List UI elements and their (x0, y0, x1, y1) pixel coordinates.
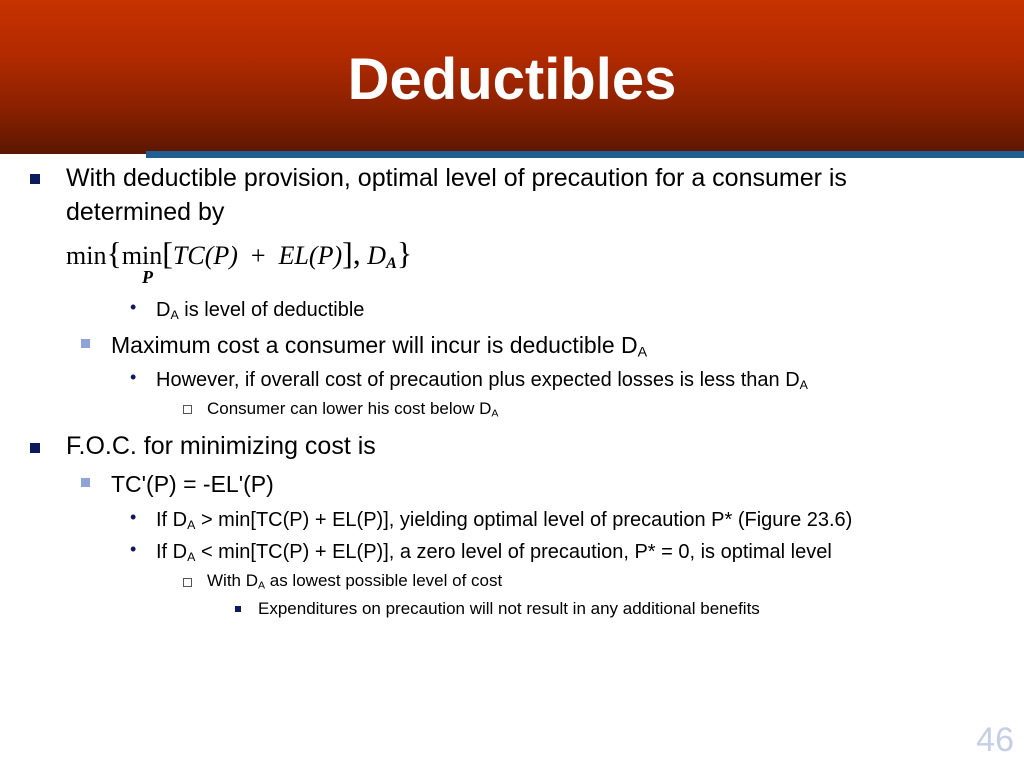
bullet-text: If $D_A > \min[TC(P) + EL(P)]$, yielding optimal level of precaution P* (Figure 23.6) (156, 509, 853, 533)
bullet-text: With deductible provision, optimal level of precaution for a consumer is (66, 164, 847, 192)
formula-plus: + (250, 241, 266, 270)
bullet-text: F.O.C. for minimizing cost is (66, 432, 376, 460)
hollow-square-bullet-icon (183, 578, 192, 587)
square-bullet-icon (30, 443, 40, 453)
bullet-text: TC'(P) = -EL'(P) (111, 471, 274, 497)
bullet-text: Consumer can lower his cost below $D_A$ (207, 399, 499, 420)
formula-subscript-p: P (142, 267, 153, 287)
formula-deductible: D (367, 241, 387, 270)
bullet-text: Expenditures on precaution will not result in any additional benefits (258, 599, 760, 618)
square-bullet-icon (30, 174, 40, 184)
dot-bullet-icon: • (130, 297, 137, 317)
formula-total-cost: TC(P) (172, 241, 238, 270)
dot-bullet-icon: • (130, 539, 137, 559)
formula-brace-open: { (106, 235, 122, 271)
formula-brace-close: } (396, 235, 413, 271)
hollow-square-bullet-icon (183, 405, 192, 414)
small-square-bullet-icon (235, 606, 241, 612)
bullet-text-continuation: determined by (66, 198, 225, 226)
title-banner (0, 0, 1024, 154)
square-bullet-icon (81, 339, 90, 348)
bullet-text: However, if overall cost of precaution plus expected losses is less than $D_A$ (156, 369, 808, 393)
cost-minimization-formula (66, 235, 413, 287)
formula-min-outer: min (66, 241, 107, 270)
formula-deductible-sub: A (386, 255, 397, 273)
dot-bullet-icon: • (130, 367, 137, 387)
square-bullet-icon (81, 478, 90, 487)
bullet-text: If $D_A < \min[TC(P) + EL(P)]$, a zero level of precaution, P* = 0, is optimal level (156, 541, 832, 565)
slide-title: Deductibles (347, 47, 677, 112)
formula-bracket-close: ], (342, 235, 361, 271)
formula-min-inner: min (121, 241, 163, 270)
page-number: 46 (976, 721, 1014, 759)
bullet-text: Maximum cost a consumer will incur is deductible $D_A$ (111, 332, 648, 361)
formula-expected-loss: EL(P) (278, 241, 343, 270)
bullet-text: $D_A$ is level of deductible (156, 299, 365, 323)
dot-bullet-icon: • (130, 507, 137, 527)
formula-bracket-open: [ (162, 235, 173, 271)
accent-bar (146, 151, 1024, 158)
bullet-text: With $D_A$ as lowest possible level of cost (207, 571, 503, 592)
